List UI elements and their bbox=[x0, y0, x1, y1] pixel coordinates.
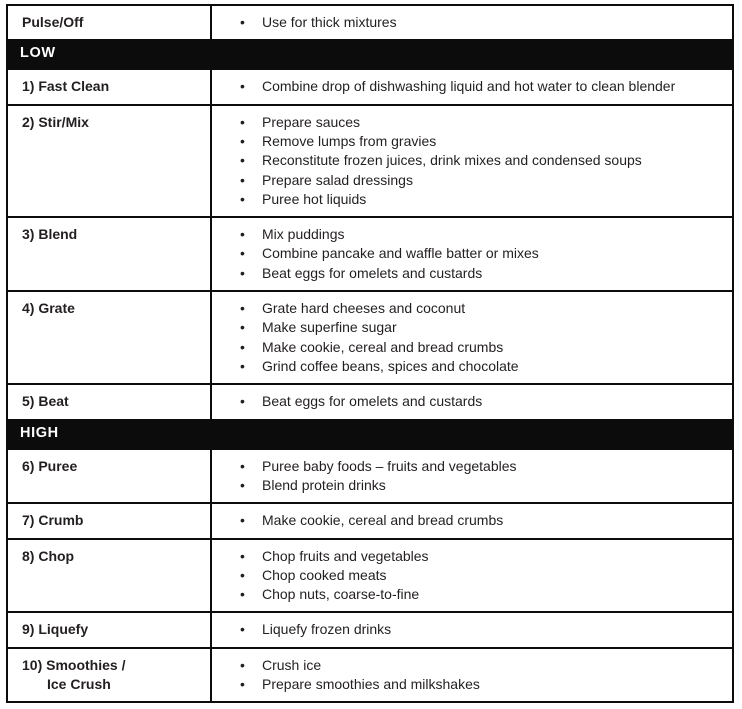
bullet-item bbox=[240, 511, 720, 530]
setting-uses-cell bbox=[212, 106, 732, 217]
bullet-text: Chop nuts, coarse-to-fine bbox=[262, 586, 420, 603]
bullet-icon: • bbox=[240, 457, 245, 474]
bullet-text: Use for thick mixtures bbox=[262, 14, 397, 30]
setting-label: 3) Blend bbox=[22, 226, 78, 243]
bullet-text: Reconstitute frozen juices, drink mixes and condensed soups bbox=[262, 152, 642, 169]
bullet-item bbox=[240, 675, 720, 694]
section-header: LOW bbox=[8, 39, 732, 68]
bullet-text: Mix puddings bbox=[262, 226, 345, 243]
bullet-icon: • bbox=[240, 476, 245, 493]
bullet-text: Beat eggs for omelets and custards bbox=[262, 393, 483, 410]
bullet-item bbox=[240, 132, 720, 151]
table-row bbox=[8, 647, 732, 702]
setting-label-cell bbox=[8, 385, 212, 418]
bullet-item bbox=[240, 457, 720, 476]
bullet-item bbox=[240, 225, 720, 244]
bullet-icon: • bbox=[240, 656, 245, 673]
setting-label: 2) Stir/Mix bbox=[22, 113, 89, 130]
bullet-item bbox=[240, 264, 720, 283]
bullet-text: Prepare salad dressings bbox=[262, 171, 413, 188]
table-row bbox=[8, 68, 732, 103]
bullet-text: Remove lumps from gravies bbox=[262, 132, 437, 149]
setting-label: Pulse/Off bbox=[22, 14, 84, 30]
bullet-icon: • bbox=[240, 14, 245, 30]
bullet-icon: • bbox=[240, 586, 245, 603]
bullet-icon: • bbox=[240, 512, 245, 529]
bullet-item bbox=[240, 244, 720, 263]
bullet-item bbox=[240, 151, 720, 170]
table-row bbox=[8, 611, 732, 646]
bullet-item bbox=[240, 392, 720, 411]
bullet-icon: • bbox=[240, 132, 245, 149]
setting-uses-cell bbox=[212, 450, 732, 503]
bullet-icon: • bbox=[240, 171, 245, 188]
setting-uses-cell bbox=[212, 504, 732, 537]
setting-label: 8) Chop bbox=[22, 547, 75, 564]
setting-label-cell bbox=[8, 70, 212, 103]
bullet-text: Chop cooked meats bbox=[262, 566, 387, 583]
bullet-icon: • bbox=[240, 300, 245, 317]
bullet-item bbox=[240, 620, 720, 639]
setting-uses-cell bbox=[212, 6, 732, 39]
bullet-item bbox=[240, 190, 720, 209]
bullet-icon: • bbox=[240, 358, 245, 374]
bullet-text: Puree hot liquids bbox=[262, 190, 367, 207]
bullet-item bbox=[240, 171, 720, 190]
setting-uses-cell bbox=[212, 613, 732, 646]
bullet-icon: • bbox=[240, 621, 245, 638]
bullet-text: Chop fruits and vegetables bbox=[262, 547, 429, 564]
bullet-text: Make superfine sugar bbox=[262, 319, 397, 336]
setting-label: 7) Crumb bbox=[22, 512, 84, 529]
setting-label: 5) Beat bbox=[22, 393, 69, 410]
bullet-text: Prepare smoothies and milkshakes bbox=[262, 676, 480, 693]
table-row bbox=[8, 538, 732, 612]
bullet-item bbox=[240, 13, 720, 32]
setting-label: 6) Puree bbox=[22, 457, 78, 474]
bullet-text: Liquefy frozen drinks bbox=[262, 621, 392, 638]
setting-label-cell bbox=[8, 540, 212, 612]
bullet-text: Puree baby foods – fruits and vegetables bbox=[262, 457, 517, 474]
bullet-item bbox=[240, 585, 720, 604]
setting-label-cell bbox=[8, 649, 212, 702]
setting-label: 9) Liquefy bbox=[22, 621, 89, 638]
bullet-icon: • bbox=[240, 338, 245, 355]
bullet-text: Prepare sauces bbox=[262, 113, 361, 130]
setting-label: 4) Grate bbox=[22, 300, 75, 317]
setting-uses-cell bbox=[212, 385, 732, 418]
setting-label-cell bbox=[8, 504, 212, 537]
bullet-item bbox=[240, 299, 720, 318]
bullet-icon: • bbox=[240, 566, 245, 583]
bullet-icon: • bbox=[240, 319, 245, 336]
bullet-text: Make cookie, cereal and bread crumbs bbox=[262, 512, 504, 529]
table-row bbox=[8, 104, 732, 217]
bullet-item bbox=[240, 357, 720, 376]
setting-uses-cell bbox=[212, 649, 732, 702]
setting-uses-cell bbox=[212, 70, 732, 103]
bullet-text: Blend protein drinks bbox=[262, 476, 386, 493]
table-row bbox=[8, 216, 732, 290]
table-row bbox=[8, 448, 732, 503]
bullet-item bbox=[240, 547, 720, 566]
bullet-icon: • bbox=[240, 393, 245, 410]
bullet-text: Beat eggs for omelets and custards bbox=[262, 264, 483, 281]
setting-label: 10) Smoothies / bbox=[22, 656, 126, 673]
bullet-text: Crush ice bbox=[262, 656, 322, 673]
setting-uses-cell bbox=[212, 540, 732, 612]
bullet-icon: • bbox=[240, 226, 245, 243]
bullet-icon: • bbox=[240, 245, 245, 262]
bullet-icon: • bbox=[240, 78, 245, 95]
setting-label-cell bbox=[8, 106, 212, 217]
setting-label-cell bbox=[8, 292, 212, 383]
table-row bbox=[8, 383, 732, 418]
bullet-item bbox=[240, 113, 720, 132]
bullet-text: Make cookie, cereal and bread crumbs bbox=[262, 338, 504, 355]
bullet-icon: • bbox=[240, 190, 245, 207]
bullet-item bbox=[240, 77, 720, 96]
bullet-icon: • bbox=[240, 264, 245, 281]
table-row bbox=[8, 502, 732, 537]
bullet-text: Combine drop of dishwashing liquid and hot water to clean blender bbox=[262, 78, 676, 95]
setting-label-cell bbox=[8, 450, 212, 503]
bullet-text: Grate hard cheeses and coconut bbox=[262, 300, 466, 317]
setting-label: 1) Fast Clean bbox=[22, 78, 110, 95]
bullet-icon: • bbox=[240, 547, 245, 564]
bullet-item bbox=[240, 656, 720, 675]
bullet-text: Grind coffee beans, spices and chocolate bbox=[262, 358, 519, 374]
setting-label-cell bbox=[8, 613, 212, 646]
bullet-item bbox=[240, 566, 720, 585]
bullet-item bbox=[240, 338, 720, 357]
blender-speed-table bbox=[6, 4, 734, 703]
setting-label-line2: Ice Crush bbox=[47, 675, 111, 692]
bullet-text: Combine pancake and waffle batter or mixes bbox=[262, 245, 539, 262]
bullet-icon: • bbox=[240, 113, 245, 130]
section-header: HIGH bbox=[8, 419, 732, 448]
setting-label-cell bbox=[8, 6, 212, 39]
setting-uses-cell bbox=[212, 292, 732, 383]
bullet-icon: • bbox=[240, 152, 245, 169]
table-row bbox=[8, 290, 732, 383]
table-row bbox=[8, 6, 732, 39]
setting-uses-cell bbox=[212, 218, 732, 290]
bullet-item bbox=[240, 476, 720, 495]
setting-label-cell bbox=[8, 218, 212, 290]
bullet-item bbox=[240, 318, 720, 337]
bullet-icon: • bbox=[240, 676, 245, 693]
